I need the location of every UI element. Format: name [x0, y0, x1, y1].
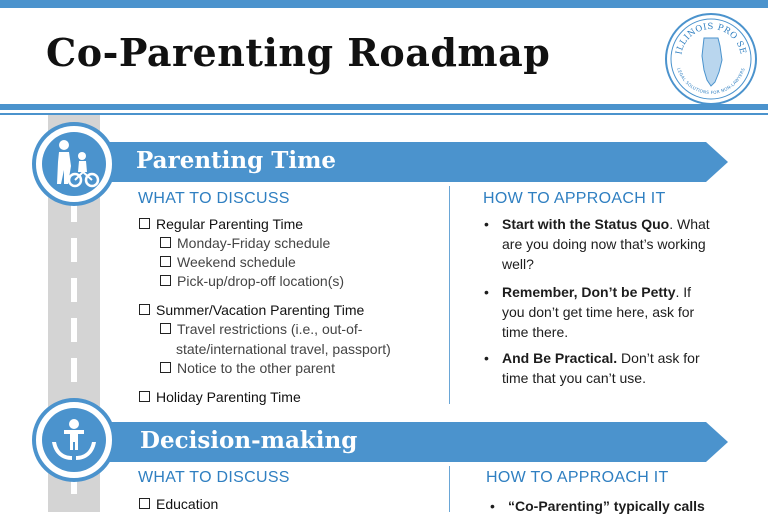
what-to-discuss-heading: WHAT TO DISCUSS [138, 469, 290, 486]
banner-arrow [706, 422, 728, 462]
road-dash [71, 238, 77, 262]
checklist-subitem: Notice to the other parent [160, 360, 335, 376]
approach-tip: • And Be Practical. Don’t ask for time that you can’t use. [484, 350, 700, 386]
approach-tip: • Remember, Don’t be Petty. If you don’t get time here, ask for time there. [484, 284, 695, 340]
section-icon-badge [32, 398, 116, 482]
header-divider [0, 104, 768, 110]
page-title: Co-Parenting Roadmap [46, 30, 551, 75]
logo-tagline-text: LEGAL SOLUTIONS FOR NON-LAWYERS [676, 67, 746, 96]
child-in-hands-icon [42, 408, 106, 472]
what-to-discuss-heading: WHAT TO DISCUSS [138, 190, 290, 207]
section-title-decision-making: Decision-making [140, 427, 358, 454]
column-divider [449, 186, 450, 404]
approach-tip: • “Co-Parenting” typically calls [490, 498, 705, 514]
checklist-subitem-continued: state/international travel, passport) [176, 341, 391, 357]
checklist-item: Holiday Parenting Time [139, 389, 301, 405]
checklist-subitem: Travel restrictions (i.e., out-of- [160, 321, 362, 337]
top-accent-bar [0, 0, 768, 8]
illinois-pro-se-logo [664, 12, 758, 106]
column-divider [449, 466, 450, 512]
how-to-approach-heading: HOW TO APPROACH IT [483, 190, 666, 207]
banner-arrow [706, 142, 728, 182]
parent-child-bicycle-icon [42, 132, 106, 196]
section-icon-badge [32, 122, 116, 206]
road-dash [71, 278, 77, 302]
checklist-subitem: Monday-Friday schedule [160, 235, 330, 251]
header-divider-thin [0, 113, 768, 115]
how-to-approach-heading: HOW TO APPROACH IT [486, 469, 669, 486]
section-title-parenting-time: Parenting Time [136, 147, 337, 174]
checklist-subitem: Pick-up/drop-off location(s) [160, 273, 344, 289]
road-dash [71, 318, 77, 342]
approach-tip: • Start with the Status Quo. What are you doing now that’s working well? [484, 216, 710, 272]
checklist-item: Regular Parenting Time [139, 216, 303, 232]
checklist-subitem: Weekend schedule [160, 254, 296, 270]
logo-name-text: ILLINOIS PRO SE [674, 21, 748, 56]
road-dash [71, 358, 77, 382]
checklist-item: Summer/Vacation Parenting Time [139, 302, 364, 318]
checklist-item: Education [139, 496, 218, 512]
